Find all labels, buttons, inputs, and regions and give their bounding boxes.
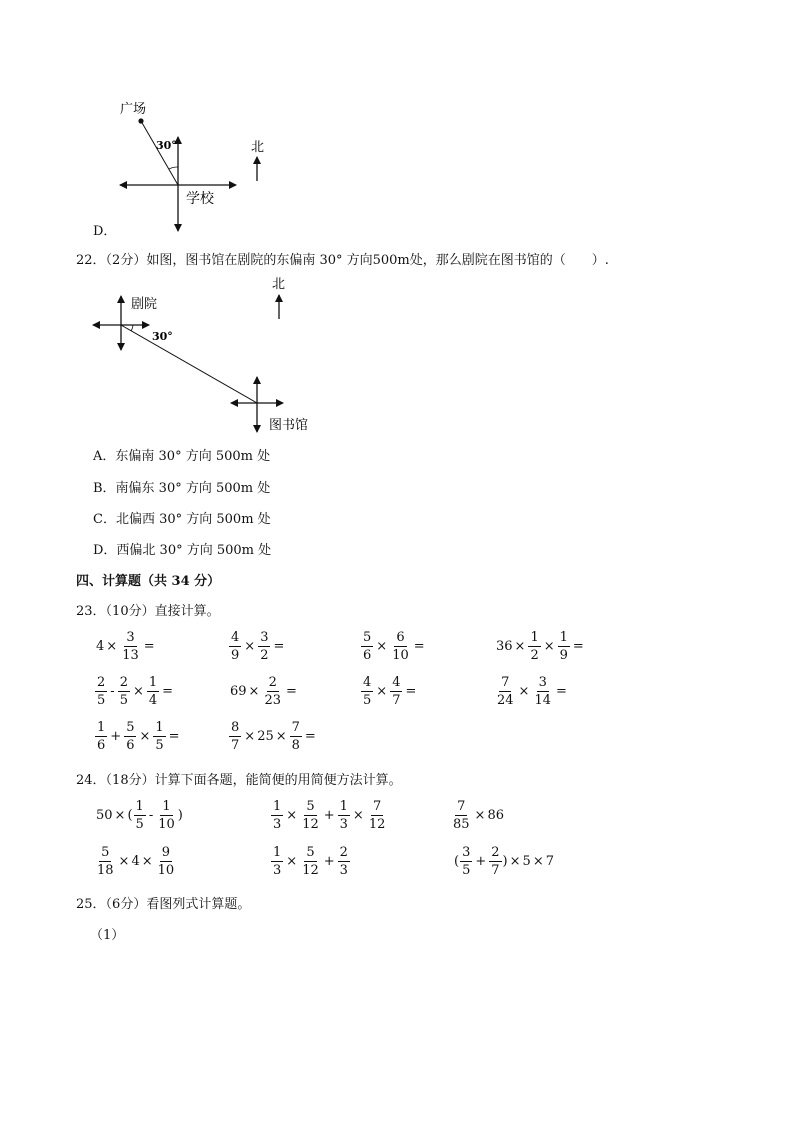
q23-expr-8: $\frac{7}{24}$ × $\frac{3}{14}$ = xyxy=(497,675,567,708)
q23-expr-3: $\frac{5}{6}$ × $\frac{6}{10}$ = xyxy=(363,630,425,663)
q22-stem: 22．（2分）如图，图书馆在剧院的东偏南 30° 方向500m处，那么剧院在图书馆的（ ）. xyxy=(76,253,609,268)
plaza-point xyxy=(138,118,143,123)
q24-expr-6: ( $\frac{3}{5}$ + $\frac{2}{7}$ ) × 5 × 7 xyxy=(454,845,554,878)
q21-school-label: 学校 xyxy=(186,191,214,207)
q22-direction-diagram xyxy=(85,272,335,437)
q23-expr-9: $\frac{1}{6}$ + $\frac{5}{6}$ × $\frac{1}{5}$ = xyxy=(97,720,180,753)
q24-expr-1: 50 × ( $\frac{1}{5}$ - $\frac{1}{10}$ ) xyxy=(96,799,183,832)
section-title: 四、计算题（共 34 分） xyxy=(76,574,221,589)
q21-option-d[interactable]: D． xyxy=(93,224,117,239)
q22-option-d[interactable]: D．西偏北 30° 方向 500m 处 xyxy=(93,543,272,558)
q22-option-c[interactable]: C．北偏西 30° 方向 500m 处 xyxy=(93,512,271,527)
q23-expr-6: 69 × $\frac{2}{23}$ = xyxy=(230,675,297,708)
q23-expr-10: $\frac{8}{7}$ × 25 × $\frac{7}{8}$ = xyxy=(231,720,316,753)
q25-stem: 25．（6分）看图列式计算题。 xyxy=(76,897,251,912)
q22-theater-label: 剧院 xyxy=(131,297,158,312)
q22-option-a[interactable]: A．东偏南 30° 方向 500m 处 xyxy=(93,449,271,464)
q23-expr-1: 4 × $\frac{3}{13}$ = xyxy=(96,630,155,663)
q24-expr-2: $\frac{1}{3}$ × $\frac{5}{12}$ + $\frac{1}{3}$ × $\frac{7}{12}$ xyxy=(273,799,386,832)
q22-north-label: 北 xyxy=(272,277,286,292)
q23-expr-5: $\frac{2}{5}$ - $\frac{2}{5}$ × $\frac{1}{4}$ = xyxy=(97,675,174,708)
q22-library-label: 图书馆 xyxy=(269,418,309,433)
q23-expr-7: $\frac{4}{5}$ × $\frac{4}{7}$ = xyxy=(363,675,417,708)
q22-angle-label: 30° xyxy=(152,330,173,343)
q24-expr-3: $\frac{7}{85}$ × 86 xyxy=(453,799,504,832)
q23-expr-2: $\frac{4}{9}$ × $\frac{3}{2}$ = xyxy=(231,630,285,663)
q21-north-label: 北 xyxy=(251,140,265,155)
q23-expr-4: 36 × $\frac{1}{2}$ × $\frac{1}{9}$ = xyxy=(496,630,584,663)
q24-expr-4: $\frac{5}{18}$ × 4 × $\frac{9}{10}$ xyxy=(97,845,175,878)
q22-option-b[interactable]: B．南偏东 30° 方向 500m 处 xyxy=(93,481,271,496)
q24-stem: 24．（18分）计算下面各题，能简便的用简便方法计算。 xyxy=(76,773,402,788)
q21-plaza-label: 广场 xyxy=(120,102,147,117)
q21-angle-label: 30° xyxy=(156,139,177,152)
q21-direction-diagram xyxy=(110,95,280,235)
q23-stem: 23．（10分）直接计算。 xyxy=(76,604,220,619)
q24-expr-5: $\frac{1}{3}$ × $\frac{5}{12}$ + $\frac{2}{3}$ xyxy=(273,845,348,878)
q25-sub1-label: （1） xyxy=(90,928,125,943)
